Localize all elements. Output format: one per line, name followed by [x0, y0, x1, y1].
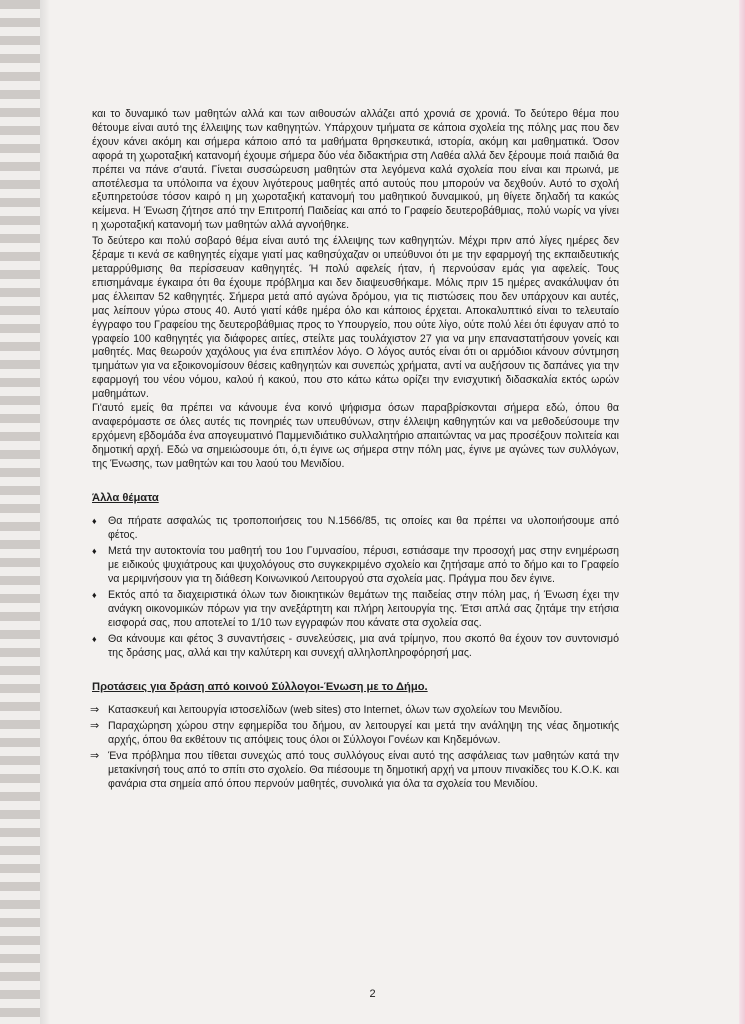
diamond-bullet-icon: ♦ — [92, 516, 97, 527]
list-item-text: Θα κάνουμε και φέτος 3 συναντήσεις - συνελεύσεις, μια ανά τρίμηνο, που σκοπό θα έχουν τον συντονισμό της δράσης μας, αλλά και την καλύτερη και συνεχή αλληλοπληροφόρησή μας. — [108, 632, 619, 659]
list-item-text: Παραχώρηση χώρου στην εφημερίδα του δήμου, αν λειτουργεί και μετά την ανάληψη της νέας δημοτικής αρχής, όπου θα εκθέτουν τις απόψεις τους όλοι οι Σύλλογοι Γονέων και Κηδεμόνων. — [108, 720, 619, 747]
diamond-bullet-icon: ♦ — [92, 546, 97, 557]
list-item — [92, 720, 619, 748]
list-item-text: Κατασκευή και λειτουργία ιστοσελίδων (web sites) στο Internet, όλων των σχολείων του Μενιδίου. — [108, 704, 563, 717]
spiral-binding — [0, 0, 40, 1024]
intro-paragraph-1: και το δυναμικό των μαθητών αλλά και των αιθουσών αλλάζει από χρονιά σε χρονιά. Το δεύτερο θέμα που θέτουμε είναι αυτό της έλλειψης των καθηγητών. Υπάρχουν τμήματα σε κάποια σχολεία της πόλης μας που δεν έχουν κάνει ακόμη και σήμερα κάποιο από τα μαθήματα θρησκευτικά, ιστορία, ακόμη και μαθηματικά. Όσον αφορά τη χωροταξική κατανομή έχουμε σήμερα δύο νέα διδακτήρια στη Λαθέα αλλά δεν ξέρουμε ποιά παιδιά θα πρέπει να πάνε σ'αυτά. Γίνεται συσσώρευση μαθητών στα λεγόμενα καλά σχολεία που είναι και πρωινά, με αποτέλεσμα τα υπόλοιπα να έχουν λιγότερους μαθητές από αυτούς που μπορούν να δεχθούν. Αυτό το σχολή εξυπηρετούσε τόσον καιρό η μη χωροταξική κατανομή του μαθητικού δυναμικού, μη θίγετε δηλαδή τα κακώς κείμενα. Η Ένωση ζήτησε από την Επιτροπή Παιδείας και από το Γραφείο δευτεροβάθμιας, πολύ νωρίς να γίνει η χωροταξική κατανομή των μαθητών αλλά αγνοήθηκε. — [92, 108, 619, 232]
document-body — [92, 108, 619, 794]
arrow-right-icon: ⇒ — [90, 750, 100, 763]
binding-shadow — [40, 0, 50, 1024]
intro-paragraph-2: Το δεύτερο και πολύ σοβαρό θέμα είναι αυτό της έλλειψης των καθηγητών. Μέχρι πριν από λίγες ημέρες δεν ξέραμε τι κενά σε καθηγητές είχαμε γιατί μας καθησύχαζαν οι υπεύθυνοι ότι με την εφαρμογή της εκπαιδευτικής μεταρρύθμισης θα περίσσευαν καθηγητές. Ή πολύ αφελείς ήταν, ή περνούσαν εμάς για αφελείς. Τους επισημάναμε έγκαιρα ότι θα έχουμε πρόβλημα και δεν διαψευσθήκαμε. Μόλις πριν 15 ημέρες ανακάλυψαν ότι μας έλλειπαν 52 καθηγητές. Σήμερα μετά από αγώνα δρόμου, για τις πιστώσεις που δεν υπάρχουν και αυτές, μας λείπουν γύρω στους 40. Αυτό γιατί κάθε ημέρα όλο και κάποιος έρχεται. Αποκαλυπτικό είναι το τελευταίο έγγραφο του Γραφείου της δευτεροβάθμιας προς το Υπουργείο, που ούτε λίγο, ούτε πολύ λέει ότι έφυγαν από το γραφείο 100 καθηγητές για διάφορες αιτίες, στείλτε μας τουλάχιστον 27 για να μην επαναστατήσουν γονείς και μαθητές. Μας θεωρούν χαχόλους για ένα επιπλέον λόγο. Ο λόγος αυτός είναι ότι οι αρμόδιοι κάνουν σύντμηση τμημάτων για να εξοικονομίσουν θέσεις καθηγητών και συνεπώς χρήματα, αντί να αυξήσουν τις δαπάνες για την εφαρμογή του νέου νόμου, καλού ή κακού, που στο κάτω κάτω ορίζει την ενισχυτική διδασκαλία εκτός ωρών μαθημάτων. — [92, 235, 619, 401]
list-item — [92, 515, 619, 543]
diamond-bullet-icon: ♦ — [92, 590, 97, 600]
diamond-bullet-icon: ♦ — [92, 633, 97, 644]
list-item — [92, 750, 619, 792]
list-item — [92, 545, 619, 587]
list-item — [92, 704, 619, 718]
list-item-text: Ένα πρόβλημα που τίθεται συνεχώς από τους συλλόγους είναι αυτό της ασφάλειας των μαθητών κατά την μετακίνησή τους από το σπίτι στο σχολείο. Θα πιέσουμε τη δημοτική αρχή να μπουν πινακίδες του Κ.Ο.Κ. και φανάρια στα σημεία από όπου περνούν μαθητές, συνολικά για όλα τα σχολεία του Μενιδίου. — [108, 750, 619, 790]
page-edge — [739, 0, 745, 1024]
proposals-list — [92, 704, 619, 791]
list-item — [92, 633, 619, 661]
intro-paragraph-3: Γι'αυτό εμείς θα πρέπει να κάνουμε ένα κοινό ψήφισμα όσων παραβρίσκονται σήμερα εδώ, όπου θα αναφερόμαστε σε όλες αυτές τις πονηριές των υπευθύνων, στην έλλειψη καθηγητών και να μεθοδεύσουμε την ερχόμενη εβδομάδα ένα απογευματινό Παμμενιδιάτικο συλλαλητήριο απαιτώντας να μας προσέξουν πολιτεία και δημοτική αρχή. Εδώ να σημειώσουμε ότι, ό,τι έγινε ως σήμερα στην πόλη μας, έγινε με αγώνες των συλλόγων, της Ένωσης, των μαθητών και του λαού του Μενιδίου. — [92, 402, 619, 470]
section-heading-other-topics: Άλλα θέματα — [92, 491, 159, 504]
arrow-right-icon: ⇒ — [90, 720, 100, 733]
page-number: 2 — [369, 988, 376, 1000]
list-item-text: Μετά την αυτοκτονία του μαθητή του 1ου Γυμνασίου, πέρυσι, εστιάσαμε την προσοχή μας στην ενημέρωση με ειδικούς ψυχιάτρους και ψυχολόγους στο συγκεκριμένο σχολείο και ζητήσαμε από το δήμο και το Γραφείο να μεριμνήσουν για τη διάθεση Κοινωνικού Λειτουργού στα σχολεία μας. Πράγμα που δεν έγινε. — [108, 545, 619, 586]
arrow-right-icon: ⇒ — [90, 704, 100, 717]
section-heading-proposals: Προτάσεις για δράση από κοινού Σύλλογοι-Ένωση με το Δήμο. — [92, 680, 428, 693]
other-topics-list — [92, 515, 619, 660]
list-item — [92, 589, 619, 631]
list-item-text: Θα πήρατε ασφαλώς τις τροποποιήσεις του Ν.1566/85, τις οποίες και θα πρέπει να υλοποιήσουμε από φέτος. — [108, 515, 619, 542]
list-item-text: Εκτός από τα διαχειριστικά όλων των διοικητικών θεμάτων της παιδείας στην πόλη μας, ή Ένωση έχει την ανάγκη οικονομικών πόρων για την ανεξάρτητη και πλήρη λειτουργία της. Έτσι απλά σας ζητάμε την ετήσια εισφορά σας, που αποτελεί το 1/10 των εγγραφών που κάνατε στα σχολεία σας. — [108, 589, 619, 629]
